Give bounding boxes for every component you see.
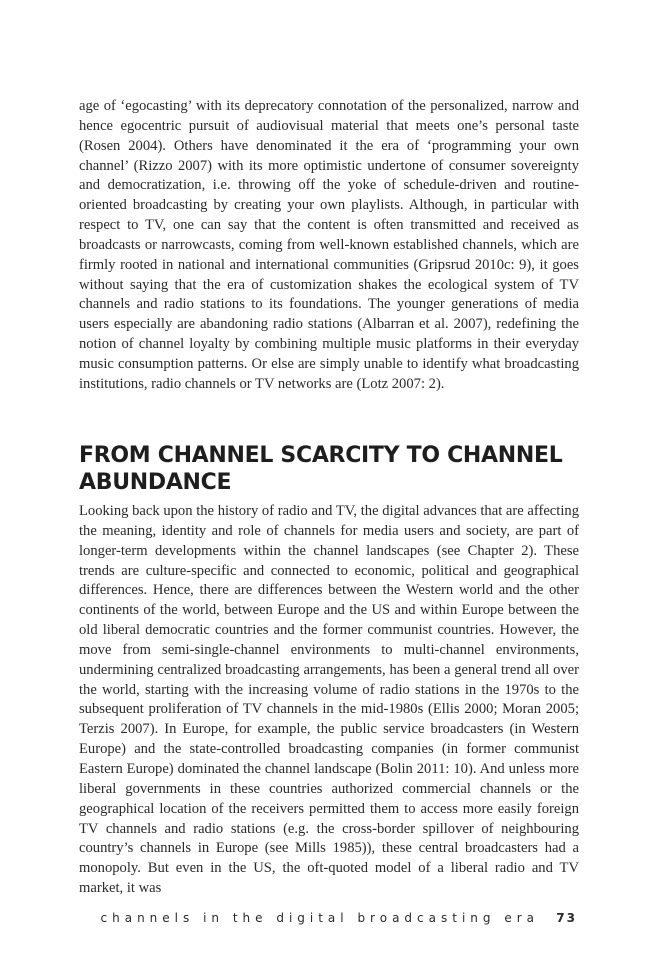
body-paragraph-continued: age of ‘egocasting’ with its deprecatory connotation of the personalized, narrow and hence egocentric pursuit of audiovisual material that meets one’s personal taste (Rosen 2004). Others have denominated it the era of ‘programming your own channel’ (Rizzo 2007) with its more optimistic undertone of consumer sovereignty and democratization, i.e. throwing off the yoke of schedule-driven and routine-oriented broadcasting by creating your own playlists. Although, in particular with respect to TV, one can say that the content is often transmitted and received as broadcasts or narrowcasts, coming from well-known established channels, which are firmly rooted in national and international communities (Gripsrud 2010c: 9), it goes without saying that the era of customization shakes the ecological system of TV channels and radio stations to its foundations. The younger generations of media users especially are abandoning radio stations (Albarran et al. 2007), redefining the notion of channel loyalty by combining multiple music platforms in their everyday music consumption patterns. Or else are simply unable to identify what broadcasting institutions, radio channels or TV networks are (Lotz 2007: 2). (79, 98, 579, 392)
section-heading: FROM CHANNEL SCARCITY TO CHANNEL ABUNDANCE (79, 443, 563, 495)
body-paragraph: Looking back upon the history of radio and TV, the digital advances that are affecting the meaning, identity and role of channels for media users and society, are part of longer-term developments within the channel landscapes (see Chapter 2). These trends are culture-specific and connected to economic, political and geographical differences. Hence, there are differences between the Western world and the other continents of the world, between Europe and the US and within Europe between the old liberal democratic countries and the former communist countries. However, the move from semi-single-channel environments to multi-channel environments, undermining centralized broadcasting arrangements, has been a general trend all over the world, starting with the increasing volume of radio stations in the 1970s to the subsequent proliferation of TV channels in the mid-1980s (Ellis 2000; Moran 2005; Terzis 2007). In Europe, for example, the public service broadcasters (in Western Europe) and the state-controlled broadcasting companies (in former communist Eastern Europe) dominated the channel landscape (Bolin 2011: 10). And unless more liberal governments in these countries authorized commercial channels or the geographical location of the receivers permitted them to access more easily foreign TV channels and radio stations (e.g. the cross-border spillover of neighbouring country’s channels in Europe (see Mills 1985)), these central broadcasters had a monopoly. But even in the US, the oft-quoted model of a liberal radio and TV market, it was (79, 503, 579, 897)
running-head: channels in the digital broadcasting era (100, 911, 539, 925)
page-number: 73 (556, 911, 577, 925)
page-footer (79, 911, 579, 929)
